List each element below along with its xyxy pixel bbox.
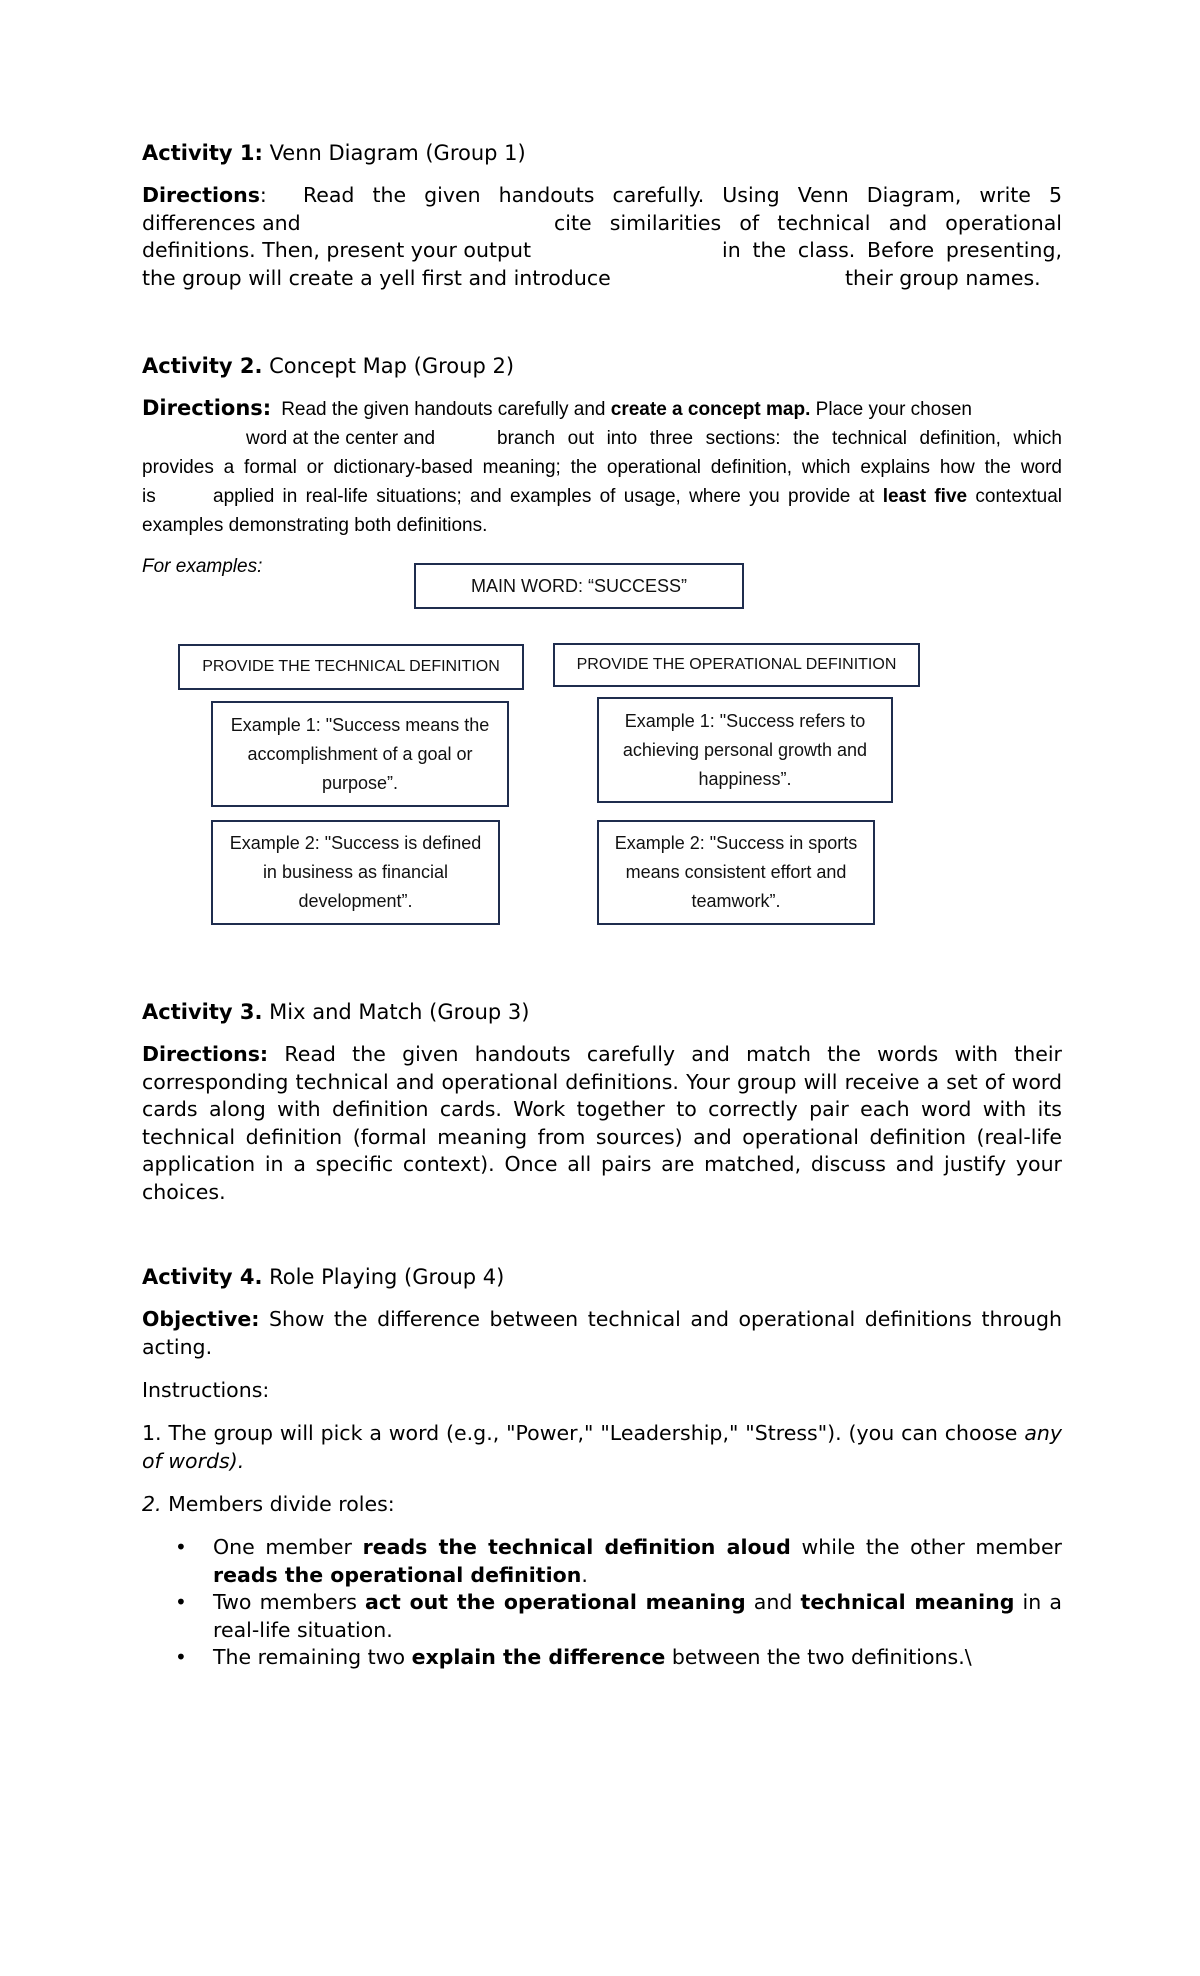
technical-example-2: Example 2: "Success is defined in business as financial development”. xyxy=(211,820,500,925)
activity-3-directions: Directions: Read the given handouts carefully and match the words with their corresponding technical and operational definitions. Your group will receive a set of word cards along with definition cards. Work together to correctly pair each word with its technical definition (formal meaning from sources) and operational definition (real-life application in a specific context). Once all pairs are matched, discuss and justify your choices. xyxy=(142,1042,1062,1204)
roles-list xyxy=(142,1534,1062,1672)
activity-2-heading xyxy=(142,352,1062,380)
technical-definition-header: PROVIDE THE TECHNICAL DEFINITION xyxy=(178,644,524,690)
activity-4-label: Activity 4. xyxy=(142,1265,263,1289)
activity-3-heading xyxy=(142,998,1062,1026)
instruction-step-2: 2. Members divide roles: xyxy=(142,1492,395,1516)
operational-example-2: Example 2: "Success in sports means consistent effort and teamwork”. xyxy=(597,820,875,925)
main-word-box: MAIN WORD: “SUCCESS” xyxy=(414,563,744,609)
directions-label: Directions xyxy=(142,183,260,207)
activity-3-title: Mix and Match (Group 3) xyxy=(269,1000,530,1024)
operational-example-1: Example 1: "Success refers to achieving personal growth and happiness”. xyxy=(597,697,893,803)
activity-4-heading xyxy=(142,1263,1062,1291)
activity-2-directions: Directions: Read the given handouts carefully and create a concept map. Place your chosen word at the center and branch out into three sections: the technical definition, which provides a formal or dictionary-based meaning; the operational definition, which explains how the word is applied in real-life situations; and examples of usage, where you provide at least five contextual examples demonstrating both definitions. xyxy=(142,396,1063,536)
objective-label: Objective: xyxy=(142,1307,260,1331)
list-item: • The remaining two explain the difference between the two definitions.\ xyxy=(142,1644,1062,1672)
activity-1-heading xyxy=(142,139,1062,167)
operational-definition-header: PROVIDE THE OPERATIONAL DEFINITION xyxy=(553,643,920,687)
list-item: • Two members act out the operational meaning and technical meaning in a real-life situation. xyxy=(142,1589,1062,1644)
instructions-label: Instructions: xyxy=(142,1378,270,1402)
technical-example-1: Example 1: "Success means the accomplishment of a goal or purpose”. xyxy=(211,701,509,807)
activity-4-objective: Objective: Show the difference between technical and operational definitions through acting. xyxy=(142,1307,1062,1359)
activity-1-directions: Directions: Read the given handouts carefully. Using Venn Diagram, write 5 differences and cite similarities of technical and operational definitions. Then, present your output in the class. Before presenting, the group will create a yell first and introduce their group names. xyxy=(142,183,1062,290)
directions-label: Directions: xyxy=(142,1042,269,1066)
directions-label: Directions: xyxy=(142,396,272,420)
examples-label: For examples: xyxy=(142,556,263,577)
activity-3-label: Activity 3. xyxy=(142,1000,263,1024)
activity-2-label: Activity 2. xyxy=(142,354,263,378)
activity-4-title: Role Playing (Group 4) xyxy=(269,1265,505,1289)
activity-1-label: Activity 1: xyxy=(142,141,263,165)
instruction-step-1: 1. The group will pick a word (e.g., "Power," "Leadership," "Stress"). (you can choose any of words). xyxy=(142,1421,1062,1473)
activity-2-title: Concept Map (Group 2) xyxy=(269,354,515,378)
activity-1-title: Venn Diagram (Group 1) xyxy=(269,141,526,165)
list-item: • One member reads the technical definition aloud while the other member reads the operational definition. xyxy=(142,1534,1062,1589)
